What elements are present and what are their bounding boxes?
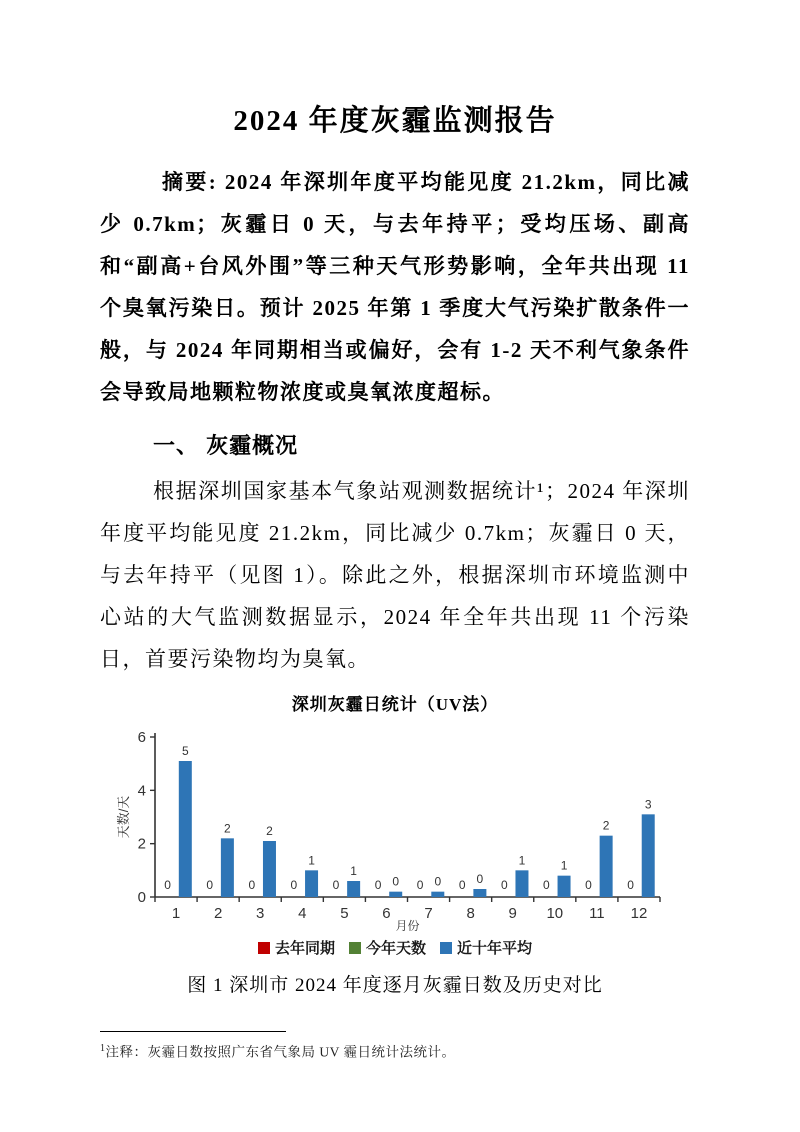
legend-swatch-icon [440, 942, 452, 954]
zero-value-label: 0 [543, 878, 550, 892]
footnote-text [100, 1039, 690, 1063]
haze-days-bar-chart [115, 717, 675, 933]
avg-bar-month-6 [389, 892, 402, 897]
bar-value-label: 3 [644, 797, 652, 812]
x-tick-label-month-4: 4 [298, 905, 307, 922]
zero-value-label: 0 [332, 878, 340, 892]
x-tick-label-month-3: 3 [256, 905, 265, 922]
bar-value-label: 2 [224, 821, 231, 836]
footnote-divider [100, 1031, 286, 1032]
bar-value-label: 0 [392, 874, 400, 889]
body-paragraph: 根据深圳国家基本气象站观测数据统计¹；2024 年深圳年度平均能见度 21.2km，同比减少 0.7km；灰霾日 0 天，与去年持平（见图 1）。除此之外，根据深圳市环境监测中心站的大气监测数据显示，2024 年全年共出现 11 个污染日，首要污染物均为臭氧。 [100, 479, 690, 671]
chart-legend [115, 937, 675, 958]
legend-item [349, 937, 426, 958]
zero-value-label: 0 [374, 878, 382, 892]
footnote-section [100, 1031, 690, 1063]
avg-bar-month-12 [642, 814, 655, 897]
zero-value-label: 0 [627, 878, 634, 892]
legend-label: 近十年平均 [457, 941, 533, 957]
avg-bar-month-1 [179, 761, 192, 897]
zero-value-label: 0 [458, 878, 466, 892]
bar-value-label: 1 [350, 864, 357, 878]
zero-value-label: 0 [500, 878, 508, 892]
x-tick-label-month-8: 8 [466, 905, 475, 922]
avg-bar-month-7 [431, 892, 444, 897]
zero-value-label: 0 [585, 878, 592, 892]
bar-value-label: 1 [518, 853, 526, 868]
x-tick-label-month-2: 2 [213, 905, 223, 922]
y-axis-label: 天数/天 [116, 795, 131, 839]
zero-value-label: 0 [164, 878, 171, 892]
figure-caption: 图 1 深圳市 2024 年度逐月灰霾日数及历史对比 [187, 975, 603, 996]
bar-value-label: 1 [308, 853, 315, 868]
y-tick-label: 6 [137, 729, 146, 746]
x-tick-label-month-7: 7 [424, 905, 433, 922]
zero-value-label: 0 [248, 878, 256, 892]
x-axis-label: 月份 [395, 919, 420, 933]
legend-item [440, 937, 532, 958]
legend-swatch-icon [349, 942, 361, 954]
avg-bar-month-5 [347, 881, 360, 897]
avg-bar-month-8 [473, 889, 486, 897]
avg-bar-month-3 [263, 841, 276, 897]
x-tick-label-month-9: 9 [508, 905, 517, 922]
legend-item [258, 937, 335, 958]
y-tick-label: 2 [137, 835, 146, 853]
zero-value-label: 0 [290, 878, 298, 892]
footnote-marker: 1 [100, 1043, 106, 1054]
abstract-paragraph: 摘要: 2024 年深圳年度平均能见度 21.2km，同比减少 0.7km；灰霾日 0 天，与去年持平；受均压场、副高和“副高+台风外围”等三种天气形势影响，全年共出现 11 个臭氧污染日。预计 2025 年第 1 季度大气污染扩散条件一般，与 2024 年同期相当或偏好，会有 1-2 天不利气象条件会导致局地颗粒物浓度或臭氧浓度超标。 [100, 170, 690, 404]
avg-bar-month-4 [305, 870, 318, 897]
x-tick-label-month-10: 10 [546, 905, 564, 922]
x-tick-label-month-12: 12 [630, 905, 648, 922]
bar-value-label: 5 [181, 744, 189, 758]
figure-1-chart [115, 690, 675, 958]
legend-label: 去年同期 [274, 941, 335, 957]
y-tick-label: 4 [137, 782, 146, 800]
x-tick-label-month-1: 1 [171, 905, 181, 922]
chart-title: 深圳灰霾日统计（UV法） [291, 695, 499, 714]
page-title: 2024 年度灰霾监测报告 [233, 105, 557, 137]
bar-value-label: 0 [434, 874, 442, 889]
avg-bar-month-11 [600, 836, 613, 897]
bar-value-label: 1 [560, 858, 568, 873]
footnote-body: 注释：灰霾日数按照广东省气象局 UV 霾日统计法统计。 [105, 1044, 456, 1060]
zero-value-label: 0 [206, 878, 214, 892]
legend-label: 今年天数 [365, 941, 426, 957]
legend-swatch-icon [258, 942, 270, 954]
x-tick-label-month-6: 6 [382, 905, 391, 922]
x-tick-label-month-5: 5 [340, 905, 349, 922]
avg-bar-month-9 [515, 870, 528, 897]
y-tick-label: 0 [137, 889, 146, 906]
bar-value-label: 2 [602, 818, 610, 833]
avg-bar-month-10 [558, 876, 571, 897]
x-tick-label-month-11: 11 [589, 905, 605, 922]
zero-value-label: 0 [416, 878, 424, 892]
bar-value-label: 2 [266, 824, 273, 838]
avg-bar-month-2 [221, 838, 234, 897]
bar-value-label: 0 [476, 872, 484, 886]
section-heading: 一、 灰霾概况 [153, 433, 299, 458]
